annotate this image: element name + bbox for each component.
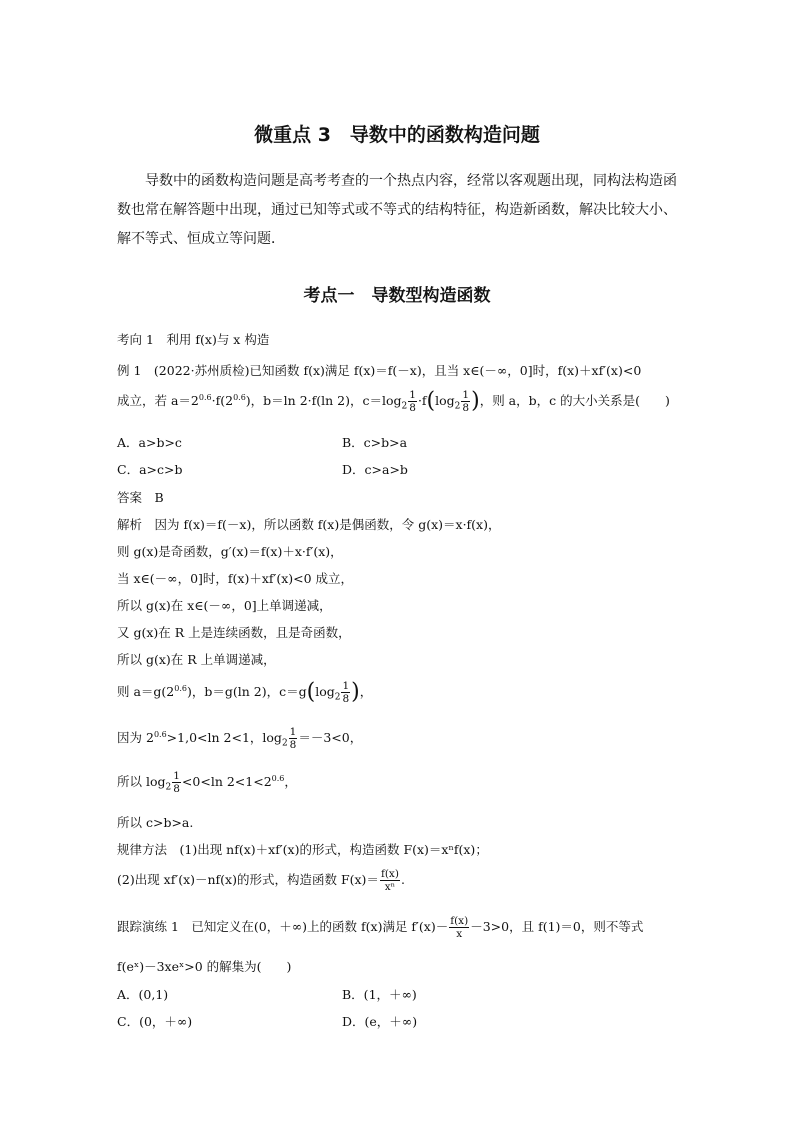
rule-line-1: 规律方法 (1)出现 nf(x)＋xf′(x)的形式，构造函数 F(x)＝xⁿf(x)；: [117, 842, 488, 857]
option2-b: B．(1，＋∞): [342, 987, 417, 1002]
fraction-fx-over-xn: $\frac{f(x)}{\text{xⁿ}}$: [380, 868, 399, 893]
option2-d: D．(e，＋∞): [342, 1014, 418, 1029]
fraction-one-eighth: $\frac{1}{8}$: [462, 389, 470, 414]
option2-a: A．(0,1): [117, 987, 169, 1002]
example-line-2: 成立，若 $a=2^{0.6}\cdot f(2^{0.6})$，b＝ln 2·f(ln 2)，$c=\log_2$ $\frac{1}{8}$ $\cdot f(\log_2$ $\frac{1}{8}$ )，则 a，b，c 的大小关系是( ): [117, 388, 670, 414]
fraction-one-eighth: $\frac{1}{8}$: [342, 680, 350, 705]
option2-c: C．(0，＋∞): [117, 1014, 193, 1029]
page-title: 微重点 3 导数中的函数构造问题: [254, 124, 540, 146]
kaoxiang-heading: 考向 1 利用 f(x)与 x 构造: [117, 332, 270, 347]
rule-line-2: (2)出现 xf′(x)－nf(x)的形式，构造函数 F(x)＝ $\frac{f(x)}{\text{xⁿ}}$ .: [117, 868, 405, 893]
solution-line-1: 解析 因为 f(x)＝f(－x)，所以函数 f(x)是偶函数，令 g(x)＝x·f(x)，: [117, 517, 501, 532]
option-a: A．a>b>c: [117, 435, 182, 450]
fraction-fx-over-x: $\frac{f(x)}{x}$: [450, 915, 469, 940]
solution-line-10: 所以 c>b>a.: [117, 815, 194, 830]
solution-line-3: 当 x∈(－∞，0]时，f(x)＋xf′(x)<0 成立，: [117, 571, 354, 586]
fraction-one-eighth: $\frac{1}{8}$: [289, 726, 297, 751]
intro-paragraph: 导数中的函数构造问题是高考考查的一个热点内容，经常以客观题出现，同构法构造函数也常在解答题中出现，通过已知等式或不等式的结构特征，构造新函数，解决比较大小、解不等式、恒成立等问题．: [117, 173, 677, 247]
solution-line-2: 则 g(x)是奇函数，g′(x)＝f(x)＋x·f′(x)，: [117, 544, 343, 559]
fraction-one-eighth: $\frac{1}{8}$: [173, 770, 180, 795]
option-c: C．a>c>b: [117, 462, 183, 477]
solution-line-4: 所以 g(x)在 x∈(－∞，0]上单调递减，: [117, 598, 332, 613]
solution-line-5: 又 g(x)在 R 上是连续函数，且是奇函数，: [117, 625, 351, 640]
solution-line-7: 则 $a=g(2^{0.6})$，b＝g(ln 2)，$c=g(\log_2$ $\frac{1}{8}$ )，: [117, 679, 373, 705]
answer: 答案 B: [117, 490, 164, 505]
fraction-one-eighth: $\frac{1}{8}$: [409, 389, 416, 414]
solution-line-9: 所以 $\log_2$ $\frac{1}{8}$ <0<ln $2<1<2^{0.6}$，: [117, 770, 297, 795]
option-d: D．c>a>b: [342, 462, 408, 477]
track-line-1: 跟踪演练 1 已知定义在(0，＋∞)上的函数 f(x)满足 f′(x)－ $\frac{f(x)}{x}$ －3>0，且 f(1)＝0，则不等式: [117, 915, 644, 940]
track-line-2: f(eˣ)－3xeˣ>0 的解集为( ): [117, 959, 292, 974]
section-heading: 考点一 导数型构造函数: [303, 286, 491, 306]
solution-line-8: 因为 $2^{0.6}>1,0<\ln$ 2<1，$\log_2$ $\frac{1}{8}$ ＝－3<0，: [117, 726, 363, 751]
example-line-1: 例 1 (2022·苏州质检)已知函数 f(x)满足 f(x)＝f(－x)，且当 x∈(－∞，0]时，f(x)＋xf′(x)<0: [117, 363, 642, 378]
option-b: B．c>b>a: [342, 435, 408, 450]
solution-line-6: 所以 g(x)在 R 上单调递减，: [117, 652, 276, 667]
